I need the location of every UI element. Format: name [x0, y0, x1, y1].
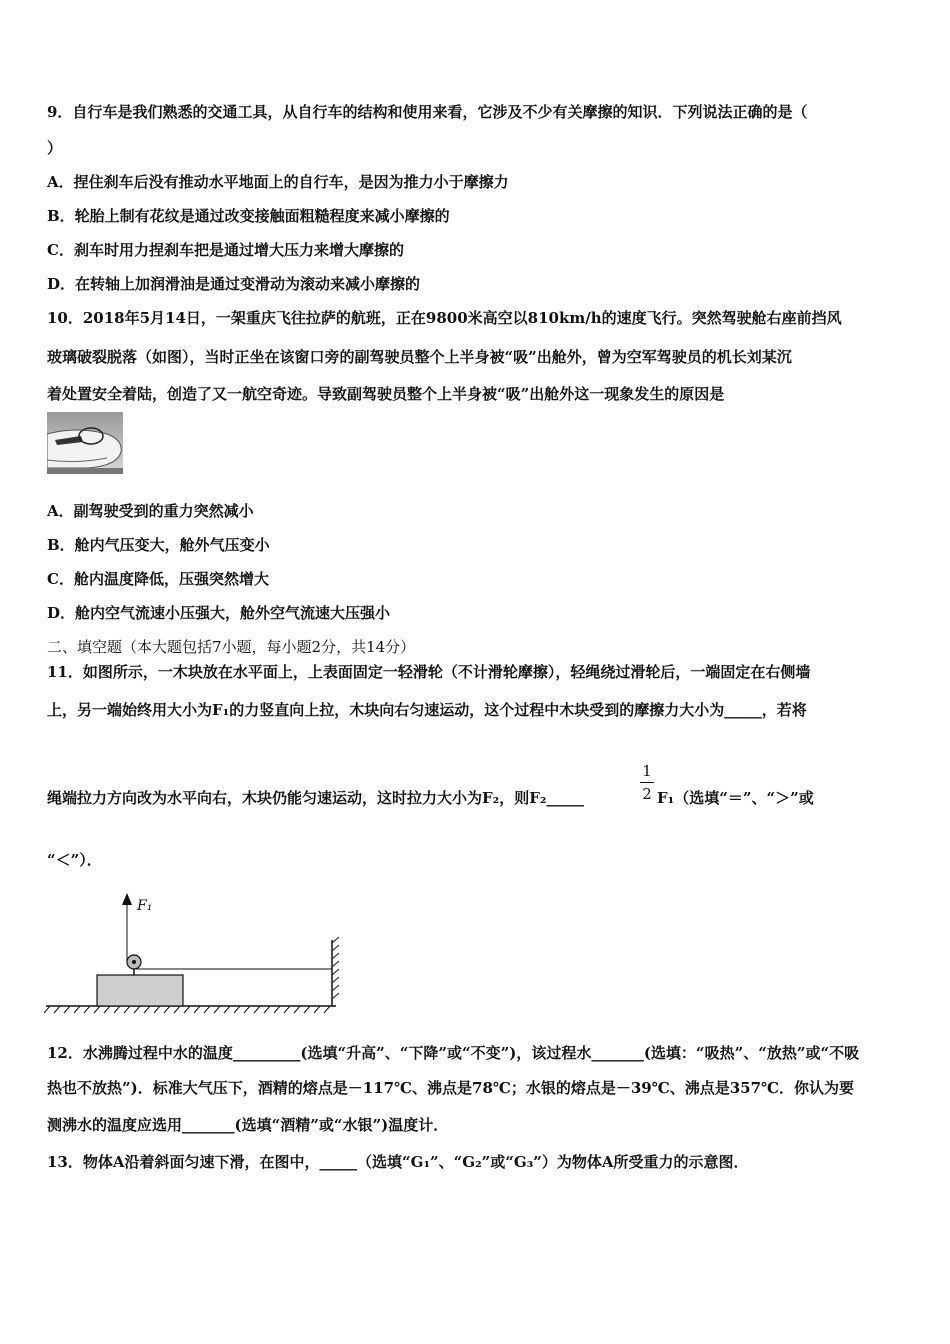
q12-line2: 热也不放热”)．标准大气压下，酒精的熔点是－117℃、沸点是78℃；水银的熔点是－39℃、沸点是357℃．你认为要	[47, 1079, 854, 1097]
f1-force-label: F₁	[137, 898, 153, 914]
q10-option-a: A．副驾驶受到的重力突然减小	[47, 502, 254, 520]
q9-option-a: A．捏住刹车后没有推动水平地面上的自行车，是因为推力小于摩擦力	[47, 173, 509, 191]
q10-stem-line3: 着处置安全着陆，创造了又一航空奇迹。导致副驾驶员整个上半身被“吸”出舱外这一现象发生的原因是	[47, 385, 725, 403]
q9-option-d: D．在转轴上加润滑油是通过变滑动为滚动来减小摩擦的	[47, 275, 421, 293]
q9-option-c: C．刹车时用力捏刹车把是通过增大压力来增大摩擦的	[47, 241, 404, 259]
pulley-block-figure	[44, 885, 344, 1020]
airplane-cockpit-photo	[47, 412, 123, 474]
section2-heading: 二、填空题（本大题包括7小题，每小题2分，共14分）	[47, 638, 416, 656]
q10-stem-line1: 10．2018年5月14日，一架重庆飞往拉萨的航班，正在9800米高空以810km/h的速度飞行。突然驾驶舱右座前挡风	[47, 309, 842, 327]
q13-line1: 13．物体A沿着斜面匀速下滑，在图中，_____（选填“G₁”、“G₂”或“G₃”）为物体A所受重力的示意图．	[47, 1153, 749, 1171]
q11-line1: 11．如图所示，一木块放在水平面上，上表面固定一轻滑轮（不计滑轮摩擦），轻绳绕过滑轮后，一端固定在右侧墙	[47, 663, 811, 681]
q10-option-c: C．舱内温度降低，压强突然增大	[47, 570, 269, 588]
q9-stem-line1: 9．自行车是我们熟悉的交通工具，从自行车的结构和使用来看，它涉及不少有关摩擦的知识．下列说法正确的是（	[47, 103, 808, 121]
q9-option-b: B．轮胎上制有花纹是通过改变接触面粗糙程度来减小摩擦的	[47, 207, 450, 225]
fraction-numerator: 1	[642, 762, 652, 780]
q10-option-b: B．舱内气压变大，舱外气压变小	[47, 536, 270, 554]
q11-line2: 上，另一端始终用大小为F₁的力竖直向上拉，木块向右匀速运动，这个过程中木块受到的摩擦力大小为_____，若将	[47, 701, 807, 719]
q10-stem-line2: 玻璃破裂脱落（如图），当时正坐在该窗口旁的副驾驶员整个上半身被“吸”出舱外，曾为空军驾驶员的机长刘某沉	[47, 348, 792, 366]
q11-line4: “＜”）．	[47, 851, 102, 869]
fraction-denominator: 2	[642, 785, 652, 803]
q12-line1: 12．水沸腾过程中水的温度_________(选填“升高”、“下降”或“不变”)，该过程水_______(选填：“吸热”、“放热”或“不吸	[47, 1044, 860, 1062]
q9-stem-line2: ）	[47, 139, 63, 157]
one-half-fraction	[640, 762, 654, 803]
q12-line3: 测沸水的温度应选用_______(选填“酒精”或“水银”)温度计．	[47, 1116, 449, 1134]
q11-line3-part2: F₁（选填“＝”、“＞”或	[657, 789, 814, 807]
q10-option-d: D．舱内空气流速小压强大，舱外空气流速大压强小	[47, 604, 391, 622]
q11-line3-part1: 绳端拉力方向改为水平向右，木块仍能匀速运动，这时拉力大小为F₂，则F₂_____	[47, 789, 584, 807]
